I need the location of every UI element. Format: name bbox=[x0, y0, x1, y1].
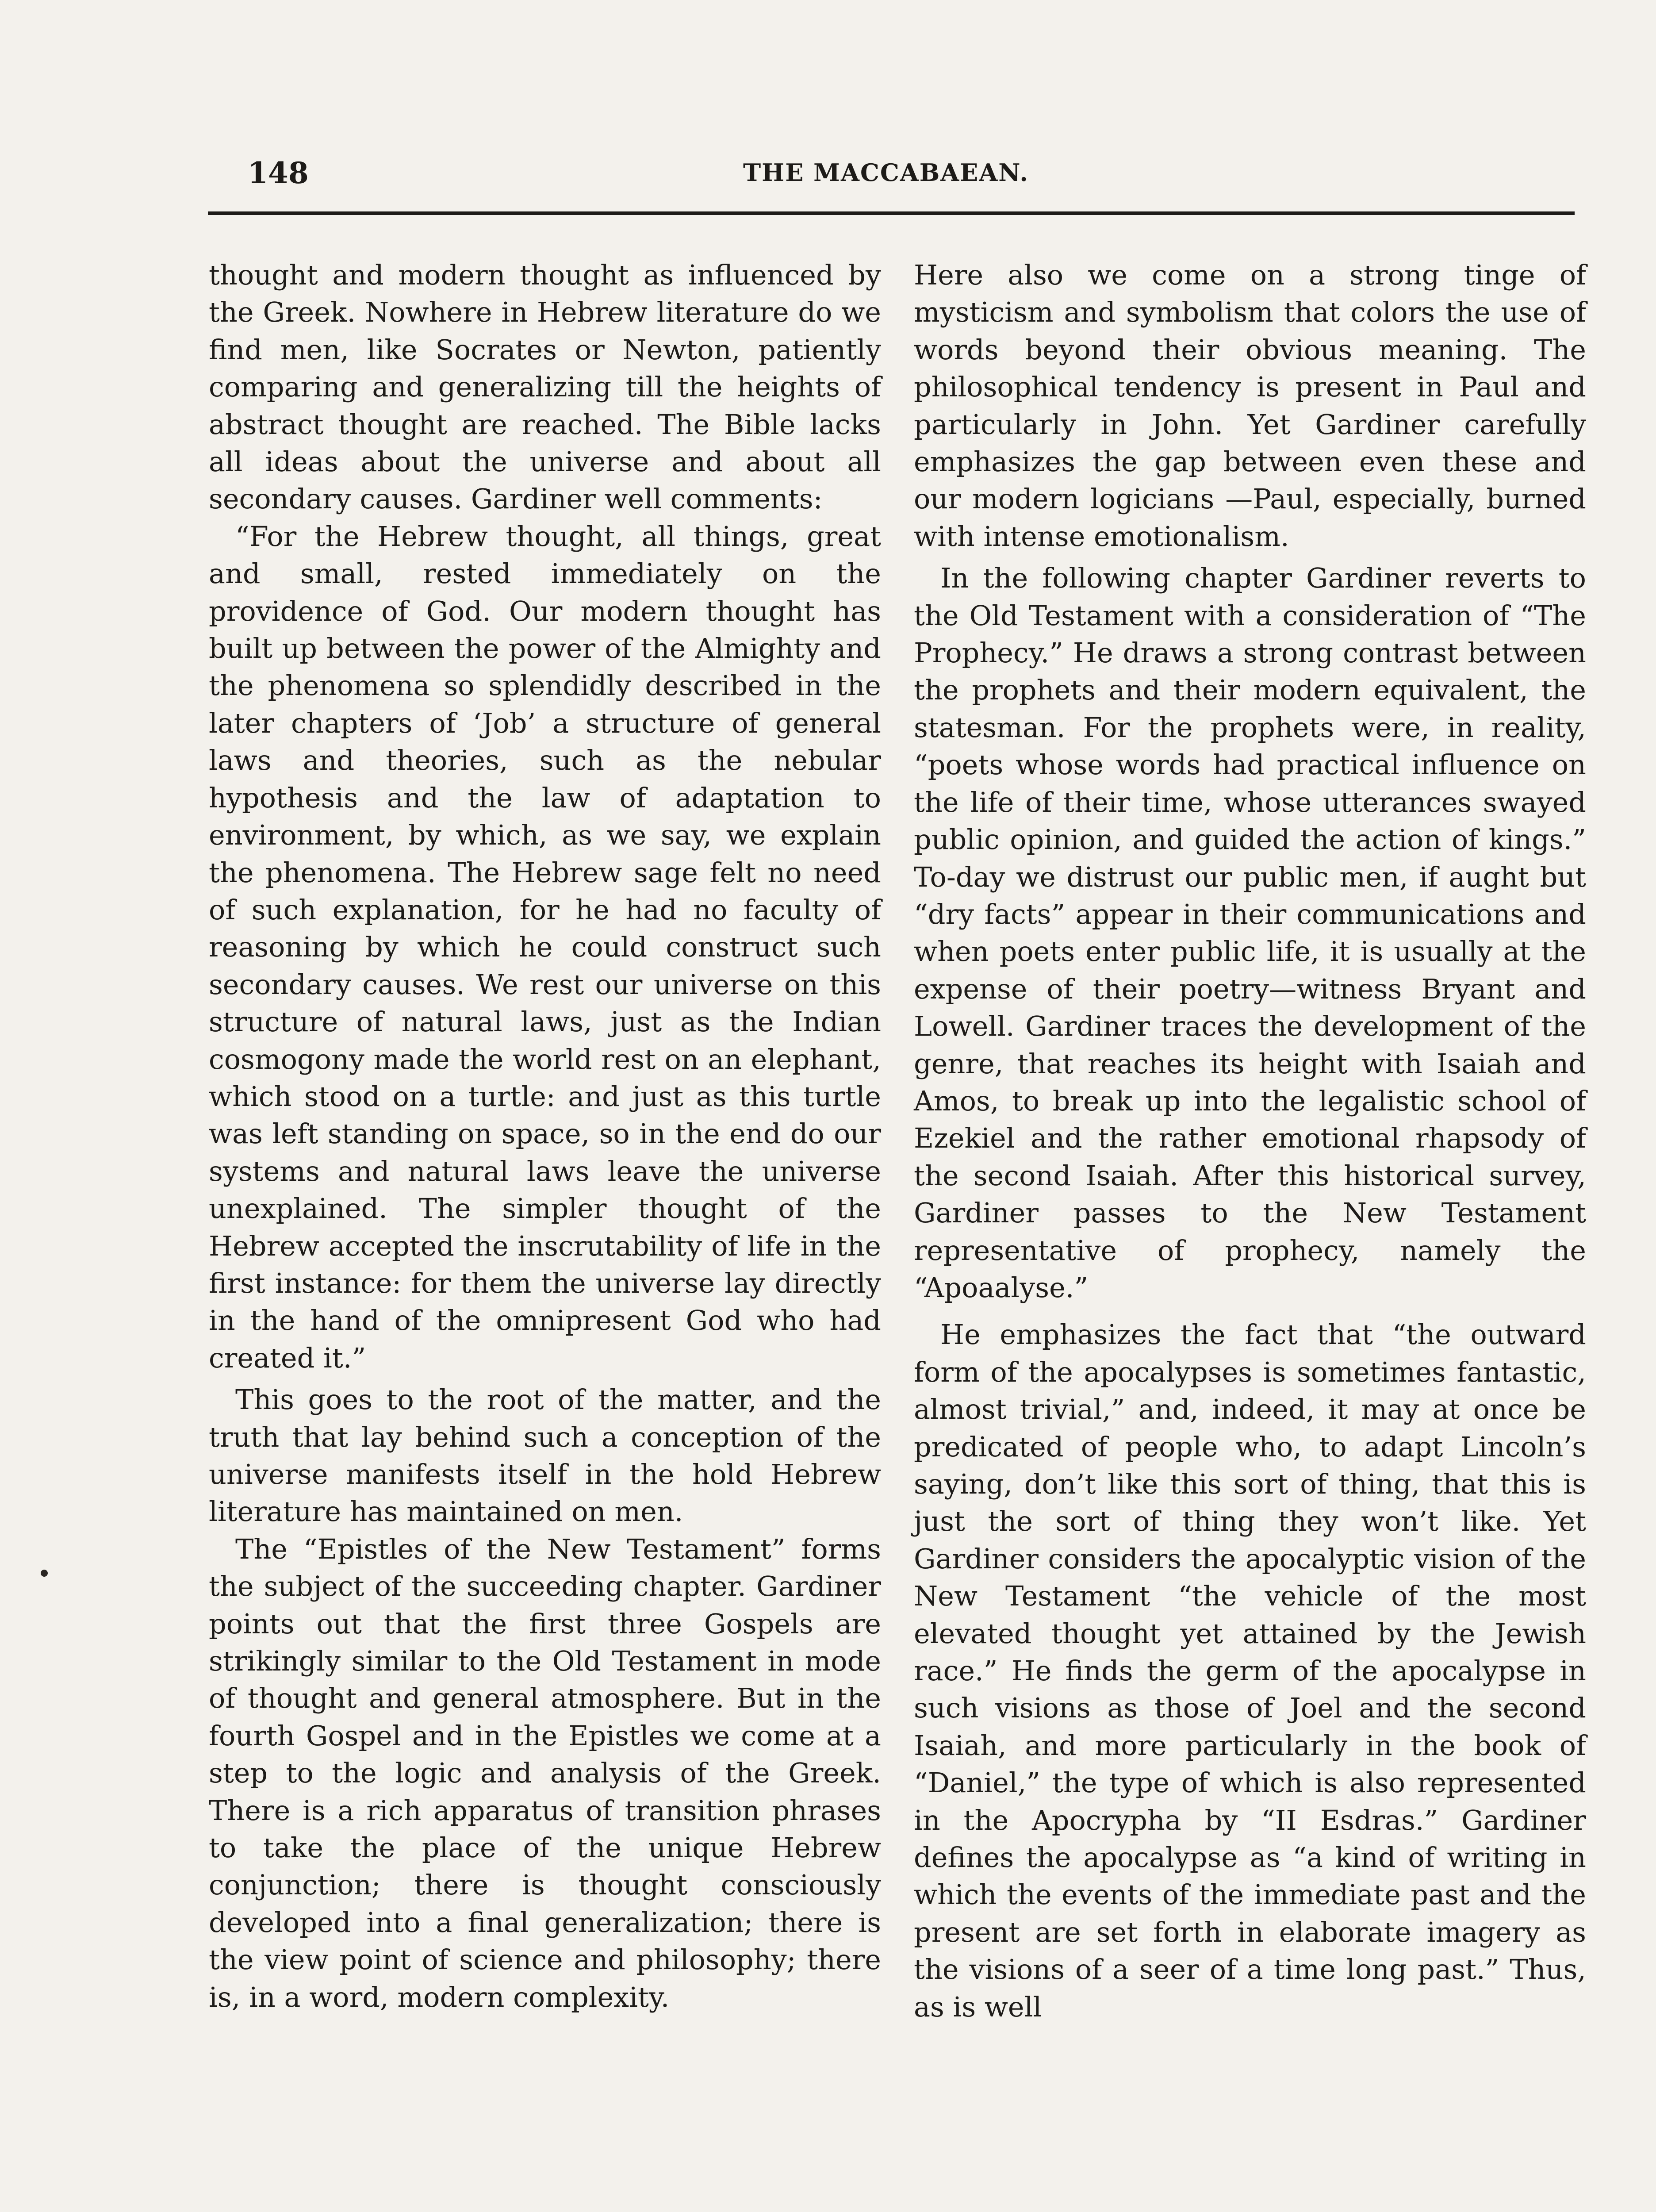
page-number: 148 bbox=[248, 156, 309, 190]
paragraph: Here also we come on a strong tinge of mysticism and symbolism that colors the use of words beyond their obvious meaning. The philosophical tendency is present in Paul and particularly in John. Yet Gardiner carefully emphasizes the gap between even these and our modern logicians —Paul, especially, burned with intense emotionalism. bbox=[914, 259, 1586, 553]
paragraph: thought and modern thought as influenced by the Greek. Nowhere in Hebrew literature do we find men, like Socrates or Newton, patiently comparing and generalizing till the heights of abstract thought are reached. The Bible lacks all ideas about the universe and about all secondary causes. Gardiner well comments: bbox=[209, 259, 881, 515]
page-header bbox=[208, 156, 1579, 204]
paragraph: The “Epistles of the New Testament” forms the subject of the succeeding chapter. Gardiner points out that the first three Gospels are strikingly similar to the Old Testament in mode of thought and general atmosphere. But in the fourth Gospel and in the Epistles we come at a step to the logic and analysis of the Greek. There is a rich apparatus of transition phrases to take the place of the unique Hebrew conjunction; there is thought consciously developed into a final generalization; there is the view point of science and philosophy; there is, in a word, modern complexity. bbox=[209, 1532, 881, 2013]
left-column bbox=[209, 257, 881, 2016]
paragraph: In the following chapter Gardiner reverts to the Old Testament with a consideration of “The Prophecy.” He draws a strong contrast between the prophets and their modern equivalent, the statesman. For the prophets were, in reality, “poets whose words had practical influence on the life of their time, whose utterances swayed public opinion, and guided the action of kings.” To-day we distrust our public men, if aught but “dry facts” appear in their communications and when poets enter public life, it is usually at the expense of their poetry—witness Bryant and Lowell. Gardiner traces the development of the genre, that reaches its height with Isaiah and Amos, to break up into the legalistic school of Ezekiel and the rather emotional rhapsody of the second Isaiah. After this historical survey, Gardiner passes to the New Testament representative of prophecy, namely the “Apoaalyse.” bbox=[914, 562, 1586, 1304]
right-column bbox=[914, 257, 1586, 2026]
running-title: THE MACCABAEAN. bbox=[743, 158, 1029, 187]
paragraph: He emphasizes the fact that “the outward form of the apocalypses is sometimes fantastic, almost trivial,” and, indeed, it may at once be predicated of people who, to adapt Lincoln’s saying, don’t like this sort of thing, that this is just the sort of thing they won’t like. Yet Gardiner considers the apocalyptic vision of the New Testament “the vehicle of the most elevated thought yet attained by the Jewish race.” He finds the germ of the apocalypse in such visions as those of Joel and the second Isaiah, and more particularly in the book of “Daniel,” the type of which is also represented in the Apocrypha by “II Esdras.” Gardiner defines the apocalypse as “a kind of writing in which the events of the immediate past and the present are set forth in elaborate imagery as the visions of a seer of a time long past.” Thus, as is well bbox=[914, 1318, 1586, 2023]
paragraph: This goes to the root of the matter, and the truth that lay behind such a conception of the universe manifests itself in the hold Hebrew literature has maintained on men. bbox=[209, 1383, 881, 1528]
block-quote: “For the Hebrew thought, all things, great and small, rested immediately on the providence of God. Our modern thought has built up between the power of the Almighty and the phenomena so splendidly described in the later chapters of ‘Job’ a structure of general laws and theories, such as the nebular hypothesis and the law of adaptation to environment, by which, as we say, we explain the phenomena. The Hebrew sage felt no need of such explanation, for he had no faculty of reasoning by which he could construct such secondary causes. We rest our universe on this structure of natural laws, just as the Indian cosmogony made the world rest on an elephant, which stood on a turtle: and just as this turtle was left standing on space, so in the end do our systems and natural laws leave the universe unexplained. The simpler thought of the Hebrew accepted the inscrutability of life in the first instance: for them the universe lay directly in the hand of the omnipresent God who had created it.” bbox=[209, 520, 881, 1374]
header-rule bbox=[208, 211, 1575, 215]
print-speck bbox=[41, 1570, 48, 1577]
